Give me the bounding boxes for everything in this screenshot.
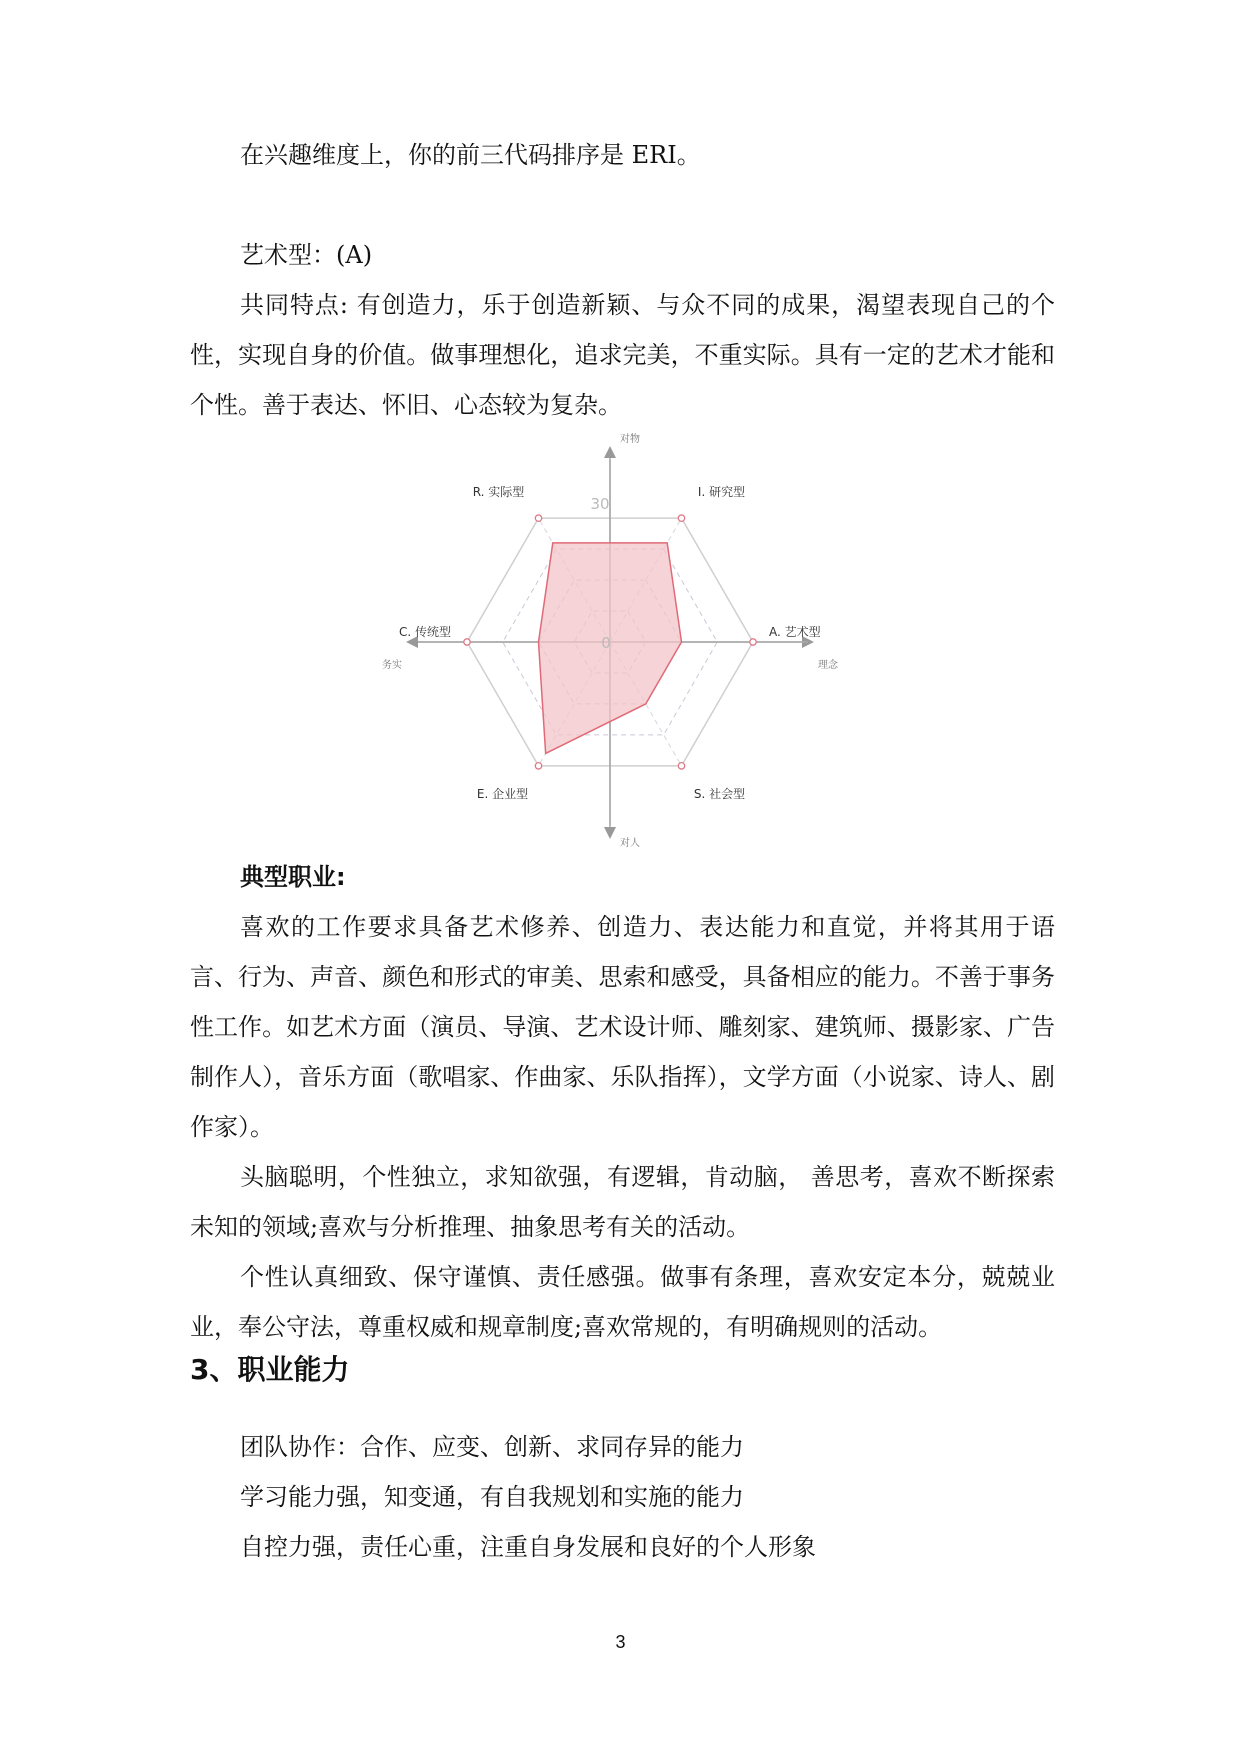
- jobs-paragraph-3: 个性认真细致、保守谨慎、责任感强。做事有条理，喜欢安定本分，兢兢业业，奉公守法，尊重权威和规章制度;喜欢常规的，有明确规则的活动。: [190, 1263, 1055, 1341]
- radar-tick-label: 30: [590, 495, 610, 513]
- type-label: 艺术型：(A): [240, 241, 373, 269]
- radar-axis-label: E. 企业型: [476, 786, 529, 801]
- ability-item-2: 学习能力强，知变通，有自我规划和实施的能力: [240, 1483, 744, 1511]
- radar-vertex-marker: [464, 639, 470, 645]
- radar-vertex-marker: [678, 515, 684, 521]
- direction-label-top: 对物: [620, 434, 640, 445]
- section-heading: 3、职业能力: [190, 1353, 350, 1386]
- radar-axis-label: C. 传统型: [398, 625, 451, 639]
- radar-chart: [370, 430, 850, 850]
- radar-vertex-marker: [678, 763, 684, 769]
- direction-label-right: 理念: [818, 660, 838, 671]
- typical-jobs-heading: 典型职业:: [240, 863, 346, 891]
- jobs-paragraph-1: 喜欢的工作要求具备艺术修养、创造力、表达能力和直觉，并将其用于语言、行为、声音、颜色和形式的审美、思索和感受，具备相应的能力。不善于事务性工作。如艺术方面（演员、导演、艺术设计师、雕刻家、建筑师、摄影家、广告制作人），音乐方面（歌唱家、作曲家、乐队指挥），文学方面（小说家、诗人、剧作家）。: [190, 913, 1055, 1141]
- direction-label-left: 务实: [382, 660, 402, 671]
- radar-axis-label: A. 艺术型: [769, 625, 821, 639]
- ability-item-1: 团队协作：合作、应变、创新、求同存异的能力: [240, 1433, 744, 1461]
- radar-vertex-marker: [535, 515, 541, 521]
- radar-axis-label: S. 社会型: [693, 786, 746, 801]
- intro-paragraph: 在兴趣维度上，你的前三代码排序是 ERI。: [240, 141, 701, 169]
- jobs-paragraph-2: 头脑聪明，个性独立，求知欲强，有逻辑，肯动脑， 善思考，喜欢不断探索未知的领域;喜欢与分析推理、抽象思考有关的活动。: [190, 1163, 1055, 1241]
- radar-tick-label: 0: [601, 634, 611, 652]
- common-traits-paragraph: 共同特点: 有创造力，乐于创造新颖、与众不同的成果，渴望表现自己的个性，实现自身的价值。做事理想化，追求完美，不重实际。具有一定的艺术才能和个性。善于表达、怀旧、心态较为复杂。: [190, 291, 1055, 419]
- direction-label-bottom: 对人: [620, 838, 640, 849]
- radar-vertex-marker: [535, 763, 541, 769]
- radar-axis-label: I. 研究型: [697, 485, 746, 500]
- ability-item-3: 自控力强，责任心重，注重自身发展和良好的个人形象: [240, 1533, 816, 1561]
- radar-vertex-marker: [750, 639, 756, 645]
- page-number: 3: [615, 1632, 626, 1652]
- radar-axis-label: R. 实际型: [472, 485, 525, 500]
